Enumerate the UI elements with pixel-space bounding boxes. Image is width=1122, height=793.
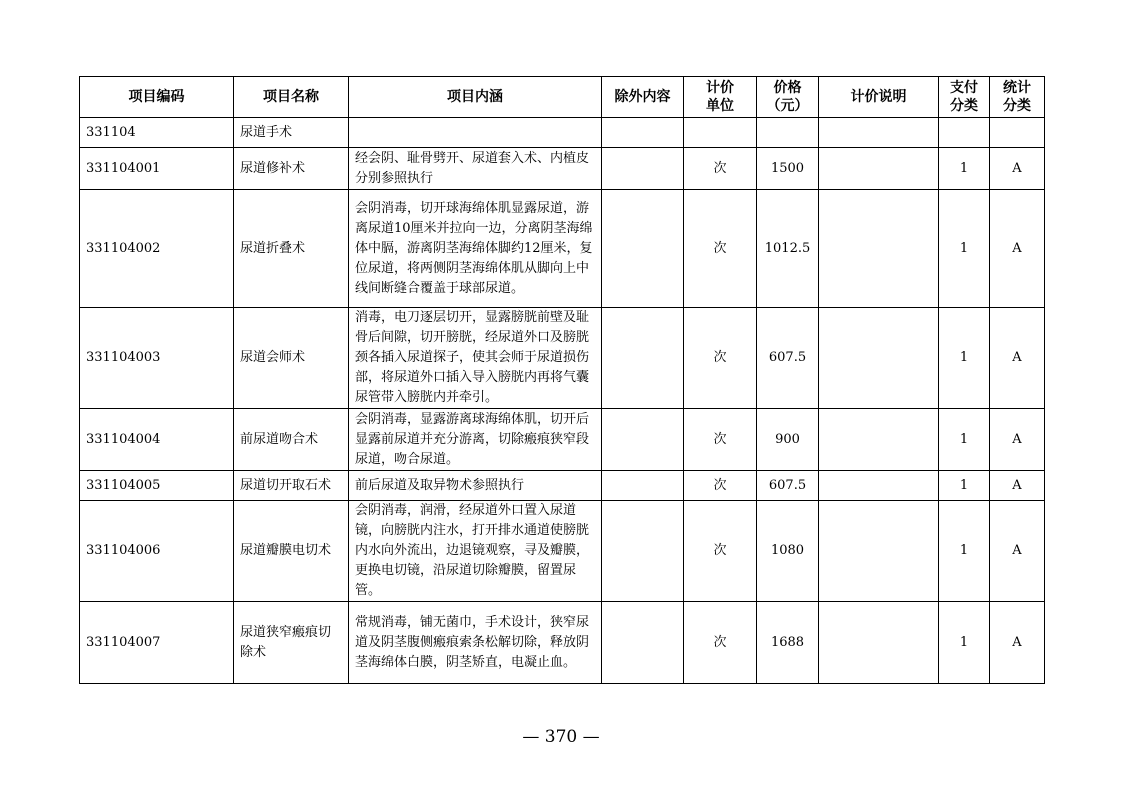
cell-note <box>819 471 939 501</box>
cell-stat: A <box>990 602 1045 684</box>
cell-name: 尿道切开取石术 <box>234 471 349 501</box>
cell-name: 尿道会师术 <box>234 308 349 409</box>
table-row <box>80 118 1045 148</box>
cell-unit: 次 <box>684 501 757 602</box>
cell-stat: A <box>990 190 1045 308</box>
cell-name: 前尿道吻合术 <box>234 409 349 471</box>
cell-excluded <box>602 602 684 684</box>
cell-pay: 1 <box>939 602 990 684</box>
table-row <box>80 602 1045 684</box>
cell-content: 会阴消毒，润滑，经尿道外口置入尿道镜，向膀胱内注水，打开排水通道使膀胱内水向外流出，边退镜观察，寻及瓣膜，更换电切镜，沿尿道切除瓣膜，留置尿管。 <box>349 501 602 602</box>
cell-price: 1080 <box>757 501 819 602</box>
table-row <box>80 308 1045 409</box>
table-row <box>80 409 1045 471</box>
fee-table <box>79 76 1045 684</box>
cell-name: 尿道瓣膜电切术 <box>234 501 349 602</box>
cell-pay: 1 <box>939 190 990 308</box>
cell-name: 尿道折叠术 <box>234 190 349 308</box>
cell-excluded <box>602 118 684 148</box>
cell-price: 1500 <box>757 148 819 190</box>
cell-note <box>819 308 939 409</box>
table-row <box>80 471 1045 501</box>
header-code: 项目编码 <box>80 77 234 118</box>
cell-code: 331104005 <box>80 471 234 501</box>
cell-unit: 次 <box>684 409 757 471</box>
cell-content: 消毒，电刀逐层切开，显露膀胱前壁及耻骨后间隙，切开膀胱，经尿道外口及膀胱颈各插入尿道探子，使其会师于尿道损伤部，将尿道外口插入导入膀胱内再将气囊尿管带入膀胱内并牵引。 <box>349 308 602 409</box>
cell-content: 会阴消毒，切开球海绵体肌显露尿道，游离尿道10厘米并拉向一边，分离阴茎海绵体中膈，游离阴茎海绵体脚约12厘米，复位尿道，将两侧阴茎海绵体肌从脚向上中线间断缝合覆盖于球部尿道。 <box>349 190 602 308</box>
cell-stat: A <box>990 409 1045 471</box>
cell-unit: 次 <box>684 308 757 409</box>
table-row <box>80 501 1045 602</box>
header-price: 价格 （元） <box>757 77 819 118</box>
cell-unit: 次 <box>684 190 757 308</box>
cell-unit: 次 <box>684 148 757 190</box>
cell-stat <box>990 118 1045 148</box>
header-content: 项目内涵 <box>349 77 602 118</box>
cell-price: 607.5 <box>757 471 819 501</box>
cell-note <box>819 409 939 471</box>
cell-code: 331104006 <box>80 501 234 602</box>
cell-code: 331104007 <box>80 602 234 684</box>
header-stat: 统计 分类 <box>990 77 1045 118</box>
cell-code: 331104002 <box>80 190 234 308</box>
cell-excluded <box>602 190 684 308</box>
cell-unit <box>684 118 757 148</box>
page-number: — 370 — <box>522 727 600 747</box>
cell-content: 常规消毒，铺无菌巾，手术设计，狭窄尿道及阴茎腹侧瘢痕索条松解切除，释放阴茎海绵体白膜，阴茎矫直，电凝止血。 <box>349 602 602 684</box>
cell-price: 1012.5 <box>757 190 819 308</box>
cell-stat: A <box>990 308 1045 409</box>
cell-stat: A <box>990 148 1045 190</box>
cell-note <box>819 501 939 602</box>
header-excluded: 除外内容 <box>602 77 684 118</box>
cell-excluded <box>602 148 684 190</box>
cell-pay: 1 <box>939 148 990 190</box>
cell-pay: 1 <box>939 471 990 501</box>
cell-pay: 1 <box>939 409 990 471</box>
cell-note <box>819 118 939 148</box>
cell-content: 前后尿道及取异物术参照执行 <box>349 471 602 501</box>
cell-pay <box>939 118 990 148</box>
cell-stat: A <box>990 471 1045 501</box>
cell-name: 尿道手术 <box>234 118 349 148</box>
cell-pay: 1 <box>939 501 990 602</box>
cell-name: 尿道修补术 <box>234 148 349 190</box>
cell-price: 607.5 <box>757 308 819 409</box>
cell-name: 尿道狭窄瘢痕切除术 <box>234 602 349 684</box>
cell-content: 会阴消毒，显露游离球海绵体肌，切开后显露前尿道并充分游离，切除瘢痕狭窄段尿道，吻合尿道。 <box>349 409 602 471</box>
cell-price <box>757 118 819 148</box>
cell-unit: 次 <box>684 471 757 501</box>
header-name: 项目名称 <box>234 77 349 118</box>
cell-code: 331104001 <box>80 148 234 190</box>
cell-excluded <box>602 409 684 471</box>
cell-note <box>819 602 939 684</box>
cell-excluded <box>602 471 684 501</box>
cell-excluded <box>602 501 684 602</box>
cell-code: 331104004 <box>80 409 234 471</box>
cell-price: 900 <box>757 409 819 471</box>
header-pay: 支付 分类 <box>939 77 990 118</box>
cell-content <box>349 118 602 148</box>
cell-note <box>819 190 939 308</box>
table-row <box>80 190 1045 308</box>
header-unit: 计价 单位 <box>684 77 757 118</box>
cell-note <box>819 148 939 190</box>
cell-stat: A <box>990 501 1045 602</box>
cell-unit: 次 <box>684 602 757 684</box>
table-row <box>80 148 1045 190</box>
cell-code: 331104 <box>80 118 234 148</box>
cell-price: 1688 <box>757 602 819 684</box>
header-note: 计价说明 <box>819 77 939 118</box>
cell-excluded <box>602 308 684 409</box>
table-header-row <box>80 77 1045 118</box>
cell-pay: 1 <box>939 308 990 409</box>
cell-content: 经会阴、耻骨劈开、尿道套入术、内植皮分别参照执行 <box>349 148 602 190</box>
cell-code: 331104003 <box>80 308 234 409</box>
